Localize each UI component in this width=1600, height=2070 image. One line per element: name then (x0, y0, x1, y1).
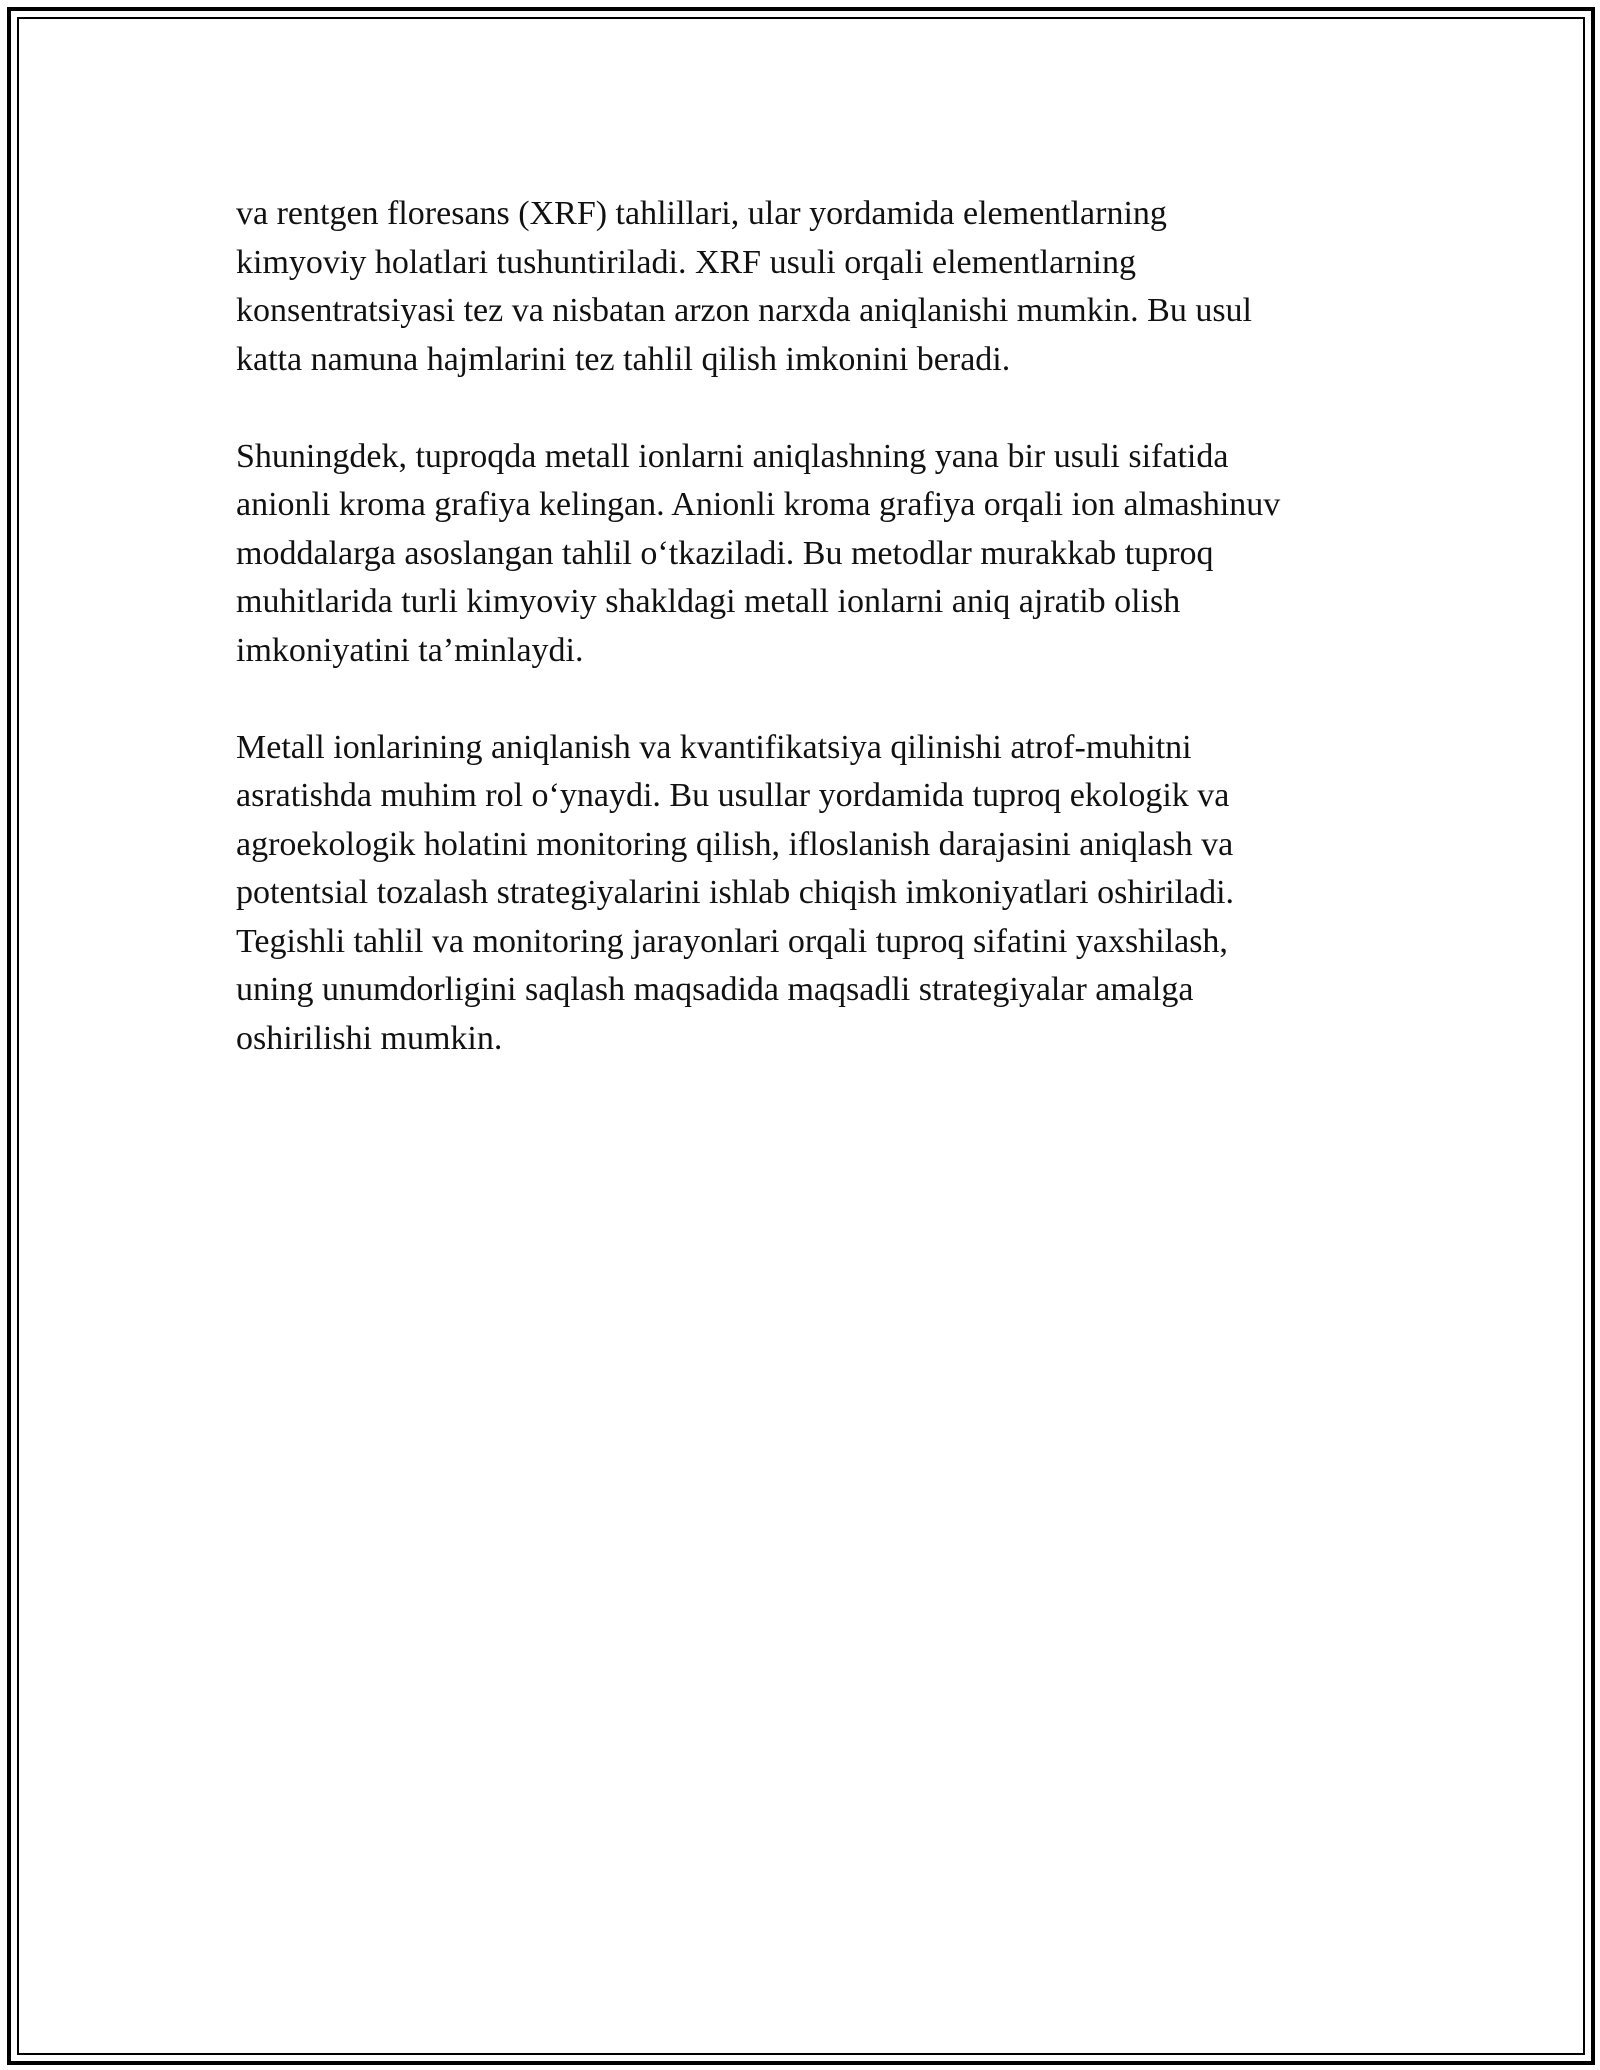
text-line: Metall ionlarining aniqlanish va kvantifikatsiya qilinishi atrof-muhitni (236, 728, 1192, 766)
text-line: uning unumdorligini saqlash maqsadida maqsadli strategiyalar amalga (236, 971, 1194, 1008)
document-body (236, 190, 1386, 1112)
text-line: kimyoviy holatlari tushuntiriladi. XRF usuli orqali elementlarning (236, 243, 1136, 281)
text-line: Shuningdek, tuproqda metall ionlarni aniqlashning yana bir usuli sifatida (236, 437, 1229, 475)
text-line: oshirilishi mumkin. (236, 1019, 503, 1057)
text-line: muhitlarida turli kimyoviy shakldagi metall ionlarni aniq ajratib olish (236, 583, 1181, 620)
paragraph-2 (236, 433, 1386, 676)
text-line: Tegishli tahlil va monitoring jarayonlari orqali tuproq sifatini yaxshilash, (236, 922, 1228, 960)
paragraph-1 (236, 190, 1386, 384)
text-line: asratishda muhim rol o‘ynaydi. Bu usullar yordamida tuproq ekologik va (236, 777, 1230, 814)
text-line: moddalarga asoslangan tahlil o‘tkaziladi. Bu metodlar murakkab tuproq (236, 534, 1214, 572)
text-line: anionli kroma grafiya kelingan. Anionli kroma grafiya orqali ion almashinuv (236, 486, 1281, 523)
text-line: katta namuna hajmlarini tez tahlil qilish imkonini beradi. (236, 340, 1011, 378)
text-line: agroekologik holatini monitoring qilish, ifloslanish darajasini aniqlash va (236, 825, 1234, 863)
text-line: potentsial tozalash strategiyalarini ishlab chiqish imkoniyatlari oshiriladi. (236, 874, 1235, 911)
paragraph-3 (236, 724, 1386, 1064)
text-line: konsentratsiyasi tez va nisbatan arzon narxda aniqlanishi mumkin. Bu usul (236, 292, 1252, 329)
text-line: imkoniyatini ta’minlaydi. (236, 631, 584, 669)
text-line: va rentgen floresans (XRF) tahlillari, ular yordamida elementlarning (236, 195, 1167, 232)
